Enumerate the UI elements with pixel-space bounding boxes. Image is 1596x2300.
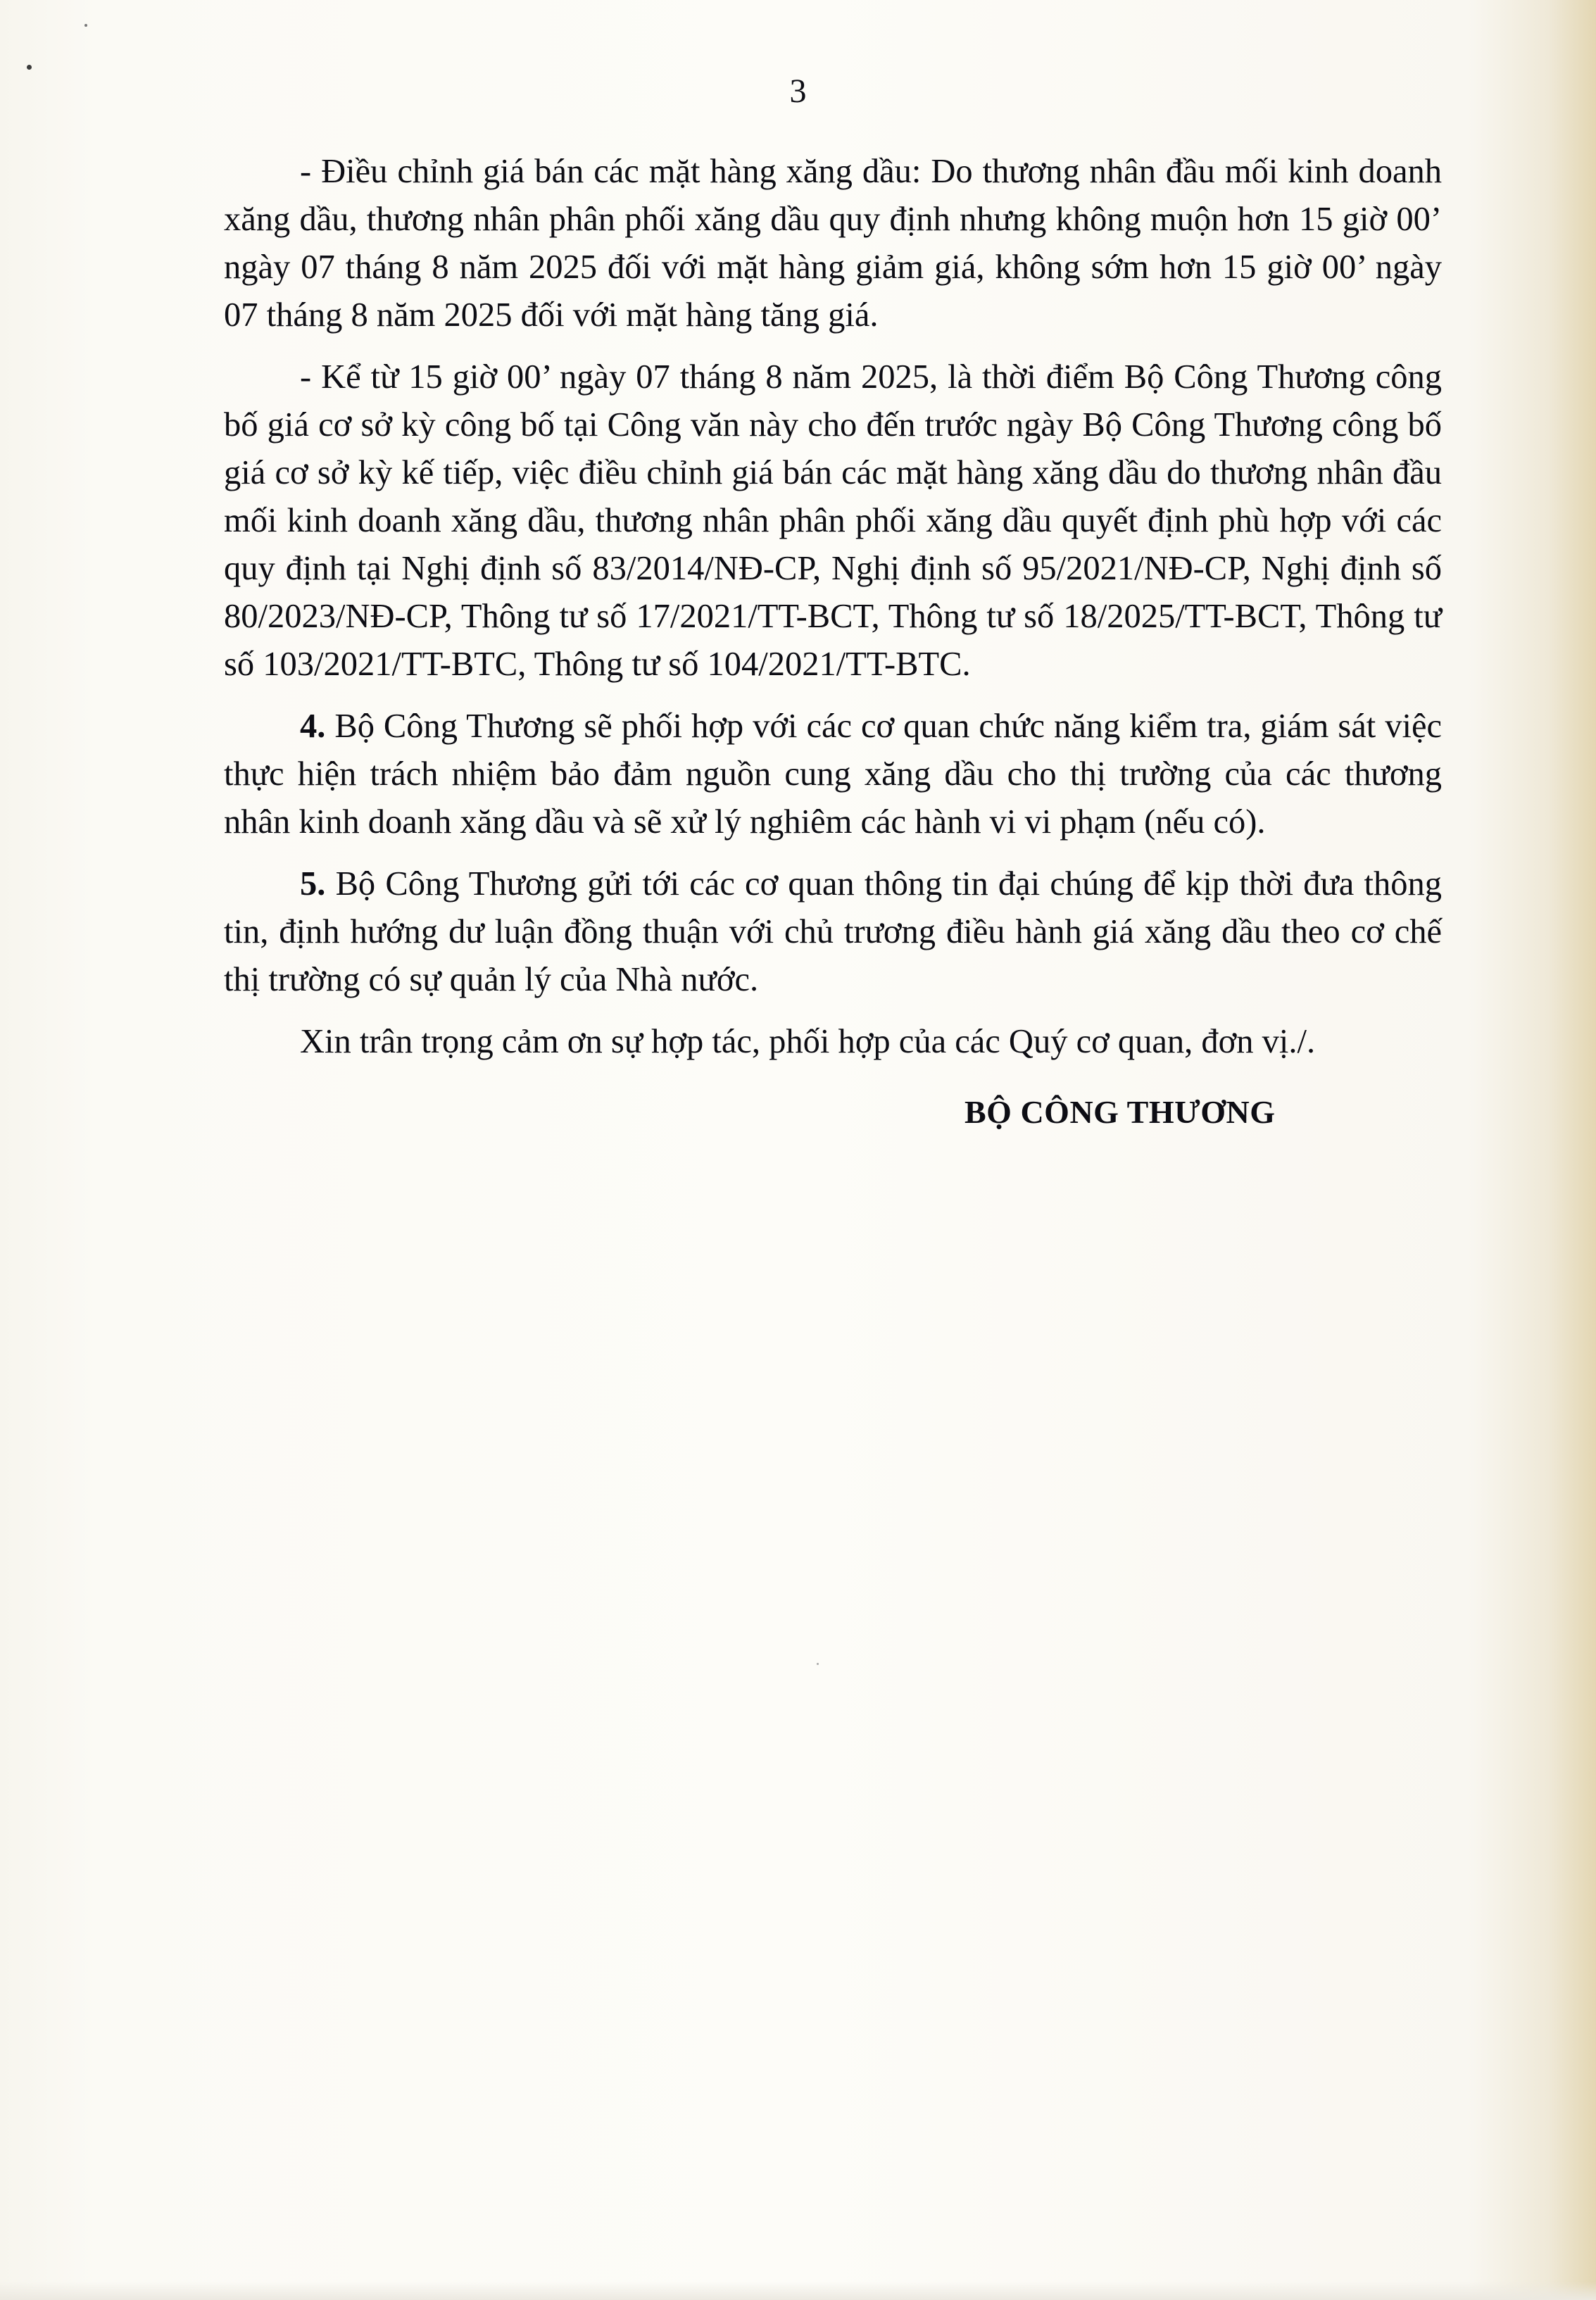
document-body xyxy=(224,148,1442,1066)
page-number: 3 xyxy=(789,73,807,110)
paragraph-number: 5. xyxy=(300,865,326,903)
signature-ministry-name: BỘ CÔNG THƯƠNG xyxy=(964,1094,1276,1130)
scan-speck xyxy=(84,24,87,27)
paragraph-price-adjustment-deadline xyxy=(224,148,1442,339)
paragraph-text: - Điều chỉnh giá bán các mặt hàng xăng dầu: Do thương nhân đầu mối kinh doanh xăng dầu, thương nhân phân phối xăng dầu quy định nhưng không muộn hơn 15 giờ 00’ ngày 07 tháng 8 năm 2025 đối với mặt hàng giảm giá, không sớm hơn 15 giờ 00’ ngày 07 tháng 8 năm 2025 đối với mặt hàng tăng giá. xyxy=(224,153,1442,334)
paragraph-text: Bộ Công Thương gửi tới các cơ quan thông tin đại chúng để kịp thời đưa thông tin, định hướng dư luận đồng thuận với chủ trương điều hành giá xăng dầu theo cơ chế thị trường có sự quản lý của Nhà nước. xyxy=(224,865,1442,998)
paragraph-closing-thanks xyxy=(224,1018,1442,1066)
paragraph-price-adjustment-period xyxy=(224,353,1442,689)
paragraph-number: 4. xyxy=(300,708,326,745)
paragraph-item-4 xyxy=(224,703,1442,846)
paragraph-text: - Kể từ 15 giờ 00’ ngày 07 tháng 8 năm 2025, là thời điểm Bộ Công Thương công bố giá cơ sở kỳ công bố tại Công văn này cho đến trước ngày Bộ Công Thương công bố giá cơ sở kỳ kế tiếp, việc điều chỉnh giá bán các mặt hàng xăng dầu do thương nhân đầu mối kinh doanh xăng dầu, thương nhân phân phối xăng dầu quyết định phù hợp với các quy định tại Nghị định số 83/2014/NĐ-CP, Nghị định số 95/2021/NĐ-CP, Nghị định số 80/2023/NĐ-CP, Thông tư số 17/2021/TT-BCT, Thông tư số 18/2025/TT-BCT, Thông tư số 103/2021/TT-BTC, Thông tư số 104/2021/TT-BTC. xyxy=(224,358,1442,683)
paragraph-item-5 xyxy=(224,860,1442,1004)
scan-speck xyxy=(27,65,32,70)
scan-edge-shadow xyxy=(0,2282,1596,2300)
paragraph-text: Bộ Công Thương sẽ phối hợp với các cơ quan chức năng kiểm tra, giám sát việc thực hiện trách nhiệm bảo đảm nguồn cung xăng dầu cho thị trường của các thương nhân kinh doanh xăng dầu và sẽ xử lý nghiêm các hành vi vi phạm (nếu có). xyxy=(224,708,1442,841)
scan-speck xyxy=(817,1663,819,1665)
paragraph-text: Xin trân trọng cảm ơn sự hợp tác, phối hợp của các Quý cơ quan, đơn vị./. xyxy=(300,1023,1316,1060)
